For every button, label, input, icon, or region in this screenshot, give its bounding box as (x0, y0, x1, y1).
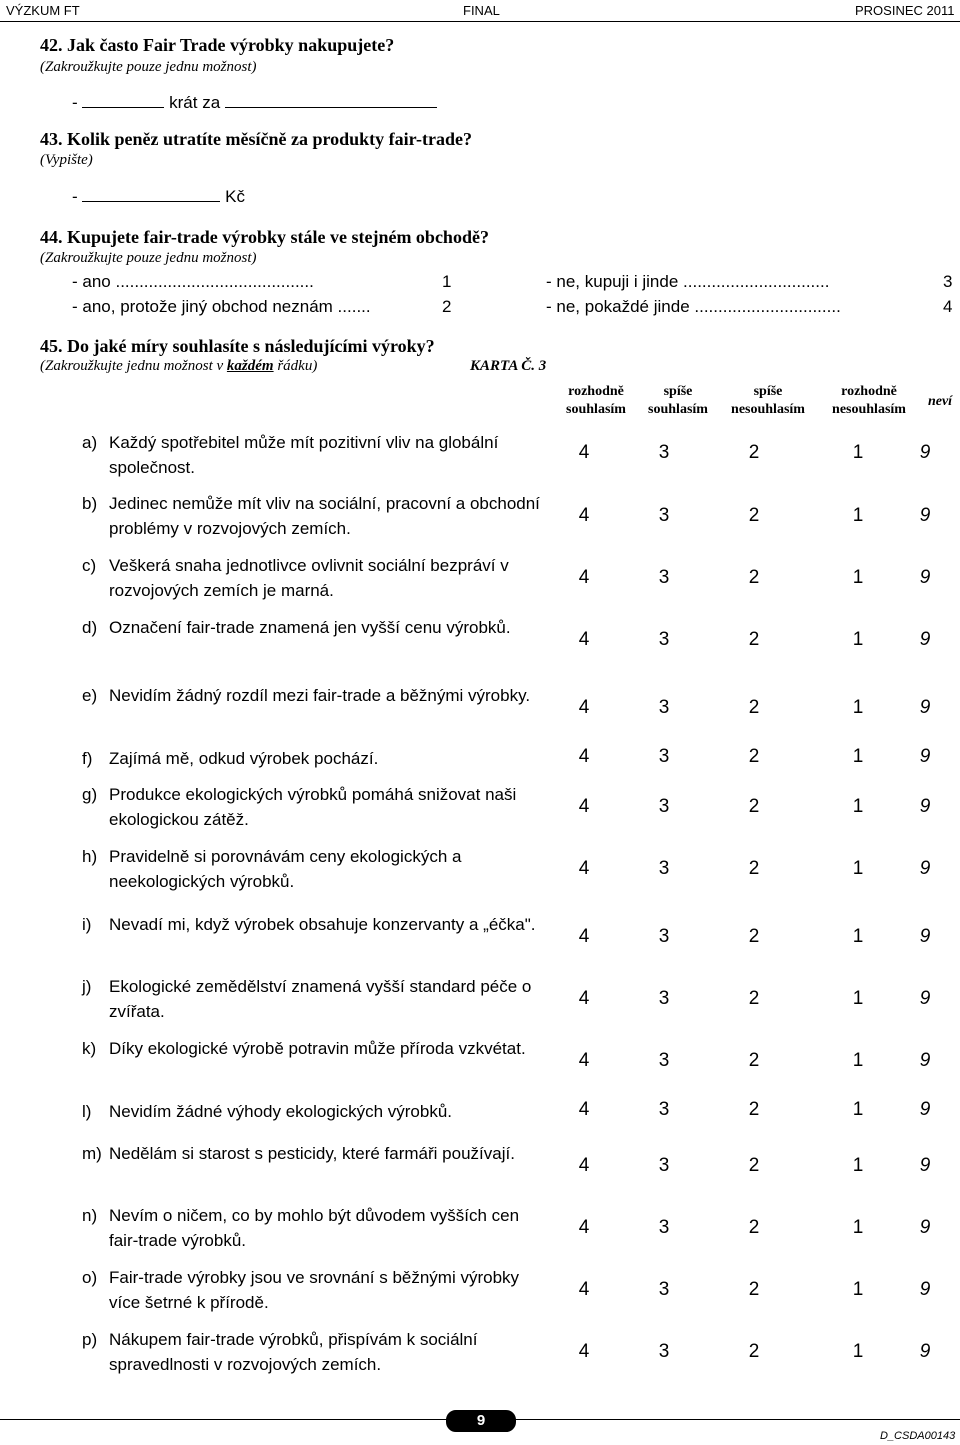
scale-option[interactable]: 1 (852, 1279, 864, 1300)
scale-option[interactable]: 4 (578, 1279, 590, 1300)
header-right: PROSINEC 2011 (855, 3, 955, 18)
column-header-strongly-disagree (819, 383, 919, 419)
statement-text: Jedinec nemůže mít vliv na sociální, pracovní a obchodní problémy v rozvojových zemích. (109, 494, 540, 538)
scale-option[interactable]: 1 (852, 442, 864, 463)
q44-option-3[interactable] (546, 272, 829, 292)
q42-answer-row (72, 93, 437, 113)
header-center: FINAL (463, 3, 500, 18)
scale-option[interactable]: 9 (919, 858, 931, 879)
q44-option-4-code[interactable]: 4 (943, 297, 953, 316)
column-header-line: rozhodně (568, 384, 624, 399)
scale-option[interactable]: 4 (578, 1155, 590, 1176)
q45-card: KARTA Č. 3 (470, 358, 547, 374)
q42-dash: - (72, 93, 78, 112)
column-header-line: neví (927, 394, 953, 409)
column-header-strongly-agree (555, 383, 637, 419)
scale-option[interactable]: 1 (852, 1155, 864, 1176)
scale-option[interactable]: 2 (748, 1155, 760, 1176)
scale-option[interactable]: 4 (578, 629, 590, 650)
statement-letter: o) (82, 1268, 98, 1287)
scale-option[interactable]: 2 (748, 1099, 760, 1120)
statement-letter: n) (82, 1206, 98, 1225)
statement-letter: j) (82, 977, 92, 996)
q42-title: 42. Jak často Fair Trade výrobky nakupujete? (40, 35, 395, 55)
statement-item (82, 1327, 552, 1377)
statement-letter: d) (82, 618, 98, 637)
statement-letter: i) (82, 915, 92, 934)
statement-text: Označení fair-trade znamená jen vyšší cenu výrobků. (109, 618, 511, 637)
scale-option[interactable]: 4 (578, 1099, 590, 1120)
statement-item (82, 615, 552, 640)
column-header-dont-know (920, 393, 960, 411)
scale-option[interactable]: 3 (658, 1279, 670, 1300)
statement-text: Nevadí mi, když výrobek obsahuje konzervanty a „éčka". (109, 915, 536, 934)
q45-note (40, 358, 317, 375)
scale-option[interactable]: 4 (578, 505, 590, 526)
q44-title: 44. Kupujete fair-trade výrobky stále ve stejném obchodě? (40, 227, 489, 247)
column-header-rather-agree (637, 383, 719, 419)
scale-option[interactable]: 4 (578, 988, 590, 1009)
column-header-line: rozhodně (841, 384, 897, 399)
statement-text: Veškerá snaha jednotlivce ovlivnit sociální bezpráví v rozvojových zemích je marná. (109, 556, 509, 600)
statement-text: Každý spotřebitel může mít pozitivní vliv na globální společnost. (109, 433, 499, 477)
statement-text: Nevidím žádný rozdíl mezi fair-trade a běžnými výrobky. (109, 686, 531, 705)
statement-text: Nevidím žádné výhody ekologických výrobků. (109, 1102, 452, 1121)
statement-item (82, 1203, 552, 1253)
statement-letter: b) (82, 494, 98, 513)
q44-note: (Zakroužkujte pouze jednu možnost) (40, 250, 257, 266)
scale-option[interactable]: 3 (658, 1155, 670, 1176)
scale-option[interactable]: 1 (852, 746, 864, 767)
scale-option[interactable]: 9 (919, 1279, 931, 1300)
scale-option[interactable]: 3 (658, 1341, 670, 1362)
statement-letter: p) (82, 1330, 98, 1349)
q43-unit: Kč (225, 187, 245, 206)
q44-option-4[interactable] (546, 297, 841, 317)
q42-answer-text: krát za (169, 93, 221, 112)
statement-text: Nákupem fair-trade výrobků, přispívám k sociální spravedlnosti v rozvojových zemích. (109, 1330, 478, 1374)
scale-option[interactable]: 4 (578, 858, 590, 879)
scale-option[interactable]: 3 (658, 629, 670, 650)
statement-letter: l) (82, 1102, 92, 1121)
scale-option[interactable]: 9 (919, 1099, 931, 1120)
statement-item (82, 553, 552, 603)
column-header-line: spíše (753, 384, 783, 399)
q42-count-field[interactable] (82, 107, 164, 108)
scale-option[interactable]: 1 (852, 1099, 864, 1120)
scale-option[interactable]: 3 (658, 1217, 670, 1238)
q42-period-field[interactable] (225, 107, 437, 108)
scale-option[interactable]: 3 (658, 697, 670, 718)
statement-letter: k) (82, 1039, 97, 1058)
header-left: VÝZKUM FT (6, 3, 80, 18)
statement-item (82, 491, 552, 541)
statement-text: Pravidelně si porovnávám ceny ekologických a neekologických výrobků. (109, 847, 462, 891)
page-number: 9 (446, 1410, 516, 1432)
q43-dash: - (72, 187, 78, 206)
statement-item (82, 683, 552, 708)
scale-option[interactable]: 3 (658, 1099, 670, 1120)
column-header-rather-disagree (719, 383, 817, 419)
q44-option-2[interactable] (72, 297, 371, 317)
scale-option[interactable]: 1 (852, 858, 864, 879)
scale-option[interactable]: 3 (658, 988, 670, 1009)
scale-option[interactable]: 4 (578, 1217, 590, 1238)
statement-letter: c) (82, 556, 97, 575)
q44-option-3-code[interactable]: 3 (943, 272, 953, 291)
q43-answer-row (72, 187, 245, 207)
q45-note-emphasis: každém (226, 358, 274, 374)
scale-option[interactable]: 4 (578, 926, 590, 947)
scale-option[interactable]: 2 (748, 629, 760, 650)
statement-item (82, 912, 552, 937)
scale-option[interactable]: 9 (919, 746, 931, 767)
scale-option[interactable]: 1 (852, 697, 864, 718)
statement-text: Zajímá mě, odkud výrobek pochází. (109, 749, 379, 768)
scale-option[interactable]: 1 (852, 1050, 864, 1071)
q44-option-1-code[interactable]: 1 (442, 272, 452, 291)
scale-option[interactable]: 2 (748, 746, 760, 767)
scale-option[interactable]: 3 (658, 442, 670, 463)
scale-option[interactable]: 2 (748, 1341, 760, 1362)
statement-letter: h) (82, 847, 98, 866)
scale-option[interactable]: 2 (748, 796, 760, 817)
scale-option[interactable]: 2 (748, 988, 760, 1009)
scale-option[interactable]: 9 (919, 1155, 931, 1176)
scale-option[interactable]: 2 (748, 697, 760, 718)
statement-text: Ekologické zemědělství znamená vyšší standard péče o zvířata. (109, 977, 532, 1021)
scale-option[interactable]: 2 (748, 567, 760, 588)
statement-item (82, 746, 552, 771)
scale-option[interactable]: 9 (919, 926, 931, 947)
scale-option[interactable]: 4 (578, 442, 590, 463)
statement-item (82, 430, 552, 480)
scale-option[interactable]: 3 (658, 858, 670, 879)
scale-option[interactable]: 4 (578, 697, 590, 718)
scale-option[interactable]: 9 (919, 988, 931, 1009)
column-header-line: spíše (663, 384, 693, 399)
statement-item (82, 1265, 552, 1315)
scale-option[interactable]: 2 (748, 858, 760, 879)
column-header-line: nesouhlasím (832, 402, 906, 417)
scale-option[interactable]: 1 (852, 988, 864, 1009)
statement-letter: e) (82, 686, 98, 705)
scale-option[interactable]: 9 (919, 1341, 931, 1362)
q44-option-1[interactable] (72, 272, 314, 292)
column-header-line: souhlasím (566, 402, 626, 417)
scale-option[interactable]: 9 (919, 567, 931, 588)
scale-option[interactable]: 9 (919, 505, 931, 526)
statement-letter: g) (82, 785, 98, 804)
scale-option[interactable]: 2 (748, 1217, 760, 1238)
q43-title: 43. Kolik peněz utratíte měsíčně za produkty fair-trade? (40, 129, 472, 149)
statement-item (82, 844, 552, 894)
q42-note: (Zakroužkujte pouze jednu možnost) (40, 59, 257, 75)
q43-note: (Vypište) (40, 152, 93, 168)
q45-title: 45. Do jaké míry souhlasíte s následujícími výroky? (40, 336, 435, 356)
scale-option[interactable]: 9 (919, 697, 931, 718)
scale-option[interactable]: 3 (658, 926, 670, 947)
scale-option[interactable]: 1 (852, 629, 864, 650)
scale-option[interactable]: 4 (578, 746, 590, 767)
statement-text: Produkce ekologických výrobků pomáhá snižovat naši ekologickou zátěž. (109, 785, 517, 829)
scale-option[interactable]: 9 (919, 629, 931, 650)
scale-option[interactable]: 1 (852, 796, 864, 817)
scale-option[interactable]: 2 (748, 926, 760, 947)
scale-option[interactable]: 4 (578, 567, 590, 588)
statement-letter: f) (82, 749, 93, 768)
q44-option-1-label: - ano .......................................... (72, 272, 314, 291)
scale-option[interactable]: 3 (658, 1050, 670, 1071)
scale-option[interactable]: 3 (658, 796, 670, 817)
scale-option[interactable]: 4 (578, 1050, 590, 1071)
scale-option[interactable]: 1 (852, 505, 864, 526)
scale-option[interactable]: 4 (578, 796, 590, 817)
statement-item (82, 974, 552, 1024)
scale-option[interactable]: 9 (919, 442, 931, 463)
scale-option[interactable]: 2 (748, 1279, 760, 1300)
statement-text: Nedělám si starost s pesticidy, které farmáři používají. (109, 1144, 515, 1163)
scale-option[interactable]: 3 (658, 505, 670, 526)
statement-letter: a) (82, 433, 98, 452)
scale-option[interactable]: 2 (748, 505, 760, 526)
scale-option[interactable]: 9 (919, 796, 931, 817)
document-code: D_CSDA00143 (880, 1430, 956, 1442)
scale-option[interactable]: 9 (919, 1050, 931, 1071)
column-header-line: souhlasím (648, 402, 708, 417)
scale-option[interactable]: 3 (658, 746, 670, 767)
scale-option[interactable]: 2 (748, 442, 760, 463)
scale-option[interactable]: 4 (578, 1341, 590, 1362)
column-header-line: nesouhlasím (731, 402, 805, 417)
scale-option[interactable]: 1 (852, 1341, 864, 1362)
q44-option-2-label: - ano, protože jiný obchod neznám ....... (72, 297, 371, 316)
q44-option-4-label: - ne, pokaždé jinde ............................... (546, 297, 841, 316)
statement-text: Nevím o ničem, co by mohlo být důvodem vyšších cen fair-trade výrobků. (109, 1206, 520, 1250)
statement-text: Fair-trade výrobky jsou ve srovnání s běžnými výrobky více šetrné k přírodě. (109, 1268, 520, 1312)
scale-option[interactable]: 1 (852, 567, 864, 588)
scale-option[interactable]: 1 (852, 1217, 864, 1238)
scale-option[interactable]: 3 (658, 567, 670, 588)
scale-option[interactable]: 1 (852, 926, 864, 947)
q45-note-end: řádku) (273, 358, 318, 374)
statement-item (82, 782, 552, 832)
header-rule (0, 21, 960, 22)
scale-option[interactable]: 9 (919, 1217, 931, 1238)
q45-note-start: (Zakroužkujte jednu možnost v (40, 358, 227, 374)
q43-amount-field[interactable] (82, 201, 220, 202)
q44-option-2-code[interactable]: 2 (442, 297, 452, 316)
scale-option[interactable]: 2 (748, 1050, 760, 1071)
statement-item (82, 1141, 552, 1166)
statement-item (82, 1099, 552, 1124)
statement-letter: m) (82, 1144, 102, 1163)
q44-option-3-label: - ne, kupuji i jinde ............................... (546, 272, 830, 291)
statement-item (82, 1036, 552, 1061)
statement-text: Díky ekologické výrobě potravin může příroda vzkvétat. (109, 1039, 526, 1058)
